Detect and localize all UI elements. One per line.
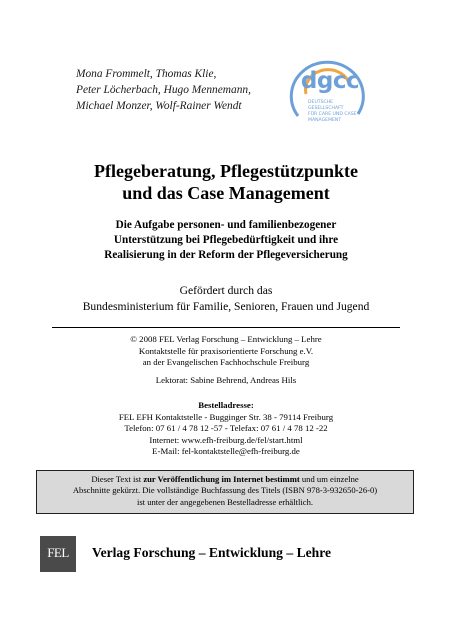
author-line: Peter Löcherbach, Hugo Mennemann, [76, 84, 251, 96]
fel-logo-text: FEL [47, 545, 69, 560]
publisher-line: © 2008 FEL Verlag Forschung – Entwicklung – Lehre [130, 334, 322, 344]
funding-note [0, 283, 452, 315]
logo-subtext [308, 100, 370, 124]
logo-subtext-line: FÜR CARE UND CASE [308, 112, 357, 117]
subtitle-line: Die Aufgabe personen- und familienbezogener [115, 219, 337, 231]
subtitle-line: Unterstützung bei Pflegebedürftigkeit und ihre [113, 234, 339, 246]
publisher-info [0, 334, 452, 369]
publisher-line: an der Evangelischen Fachhochschule Freiburg [142, 357, 310, 367]
funding-line: Gefördert durch das [179, 284, 273, 297]
email-link[interactable]: E-Mail: fel-kontaktstelle@efh-freiburg.de [152, 446, 300, 457]
notice-line: Abschnitte gekürzt. Die vollständige Buchfassung des Titels (ISBN 978-3-932650-26-0) [72, 485, 378, 496]
dgcc-logo [286, 56, 368, 130]
document-title [0, 160, 452, 204]
divider [52, 327, 400, 328]
author-line: Michael Monzer, Wolf-Rainer Wendt [76, 100, 242, 112]
funding-line: Bundesministerium für Familie, Senioren, Frauen und Jugend [82, 300, 370, 313]
notice-text: und um einzelne [299, 474, 359, 484]
order-line: Telefon: 07 61 / 4 78 12 -57 - Telefax: 07 61 / 4 78 12 -22 [124, 423, 328, 434]
title-line: und das Case Management [122, 183, 330, 203]
document-subtitle [0, 218, 452, 263]
logo-text: dgcc [300, 68, 360, 94]
author-line: Mona Frommelt, Thomas Klie, [76, 68, 217, 80]
website-link[interactable]: Internet: www.efh-freiburg.de/fel/start.html [149, 434, 303, 445]
order-line: FEL EFH Kontaktstelle - Bugginger Str. 38 - 79114 Freiburg [118, 411, 334, 422]
logo-subtext-line: MANAGEMENT [308, 118, 342, 123]
order-address [0, 400, 452, 458]
order-heading: Bestelladresse: [198, 400, 254, 410]
fel-logo [40, 536, 76, 572]
internet-notice-box [36, 470, 414, 514]
notice-text: Dieser Text ist [91, 474, 144, 484]
publisher-line: Kontaktstelle für praxisorientierte Forschung e.V. [138, 345, 314, 356]
subtitle-line: Realisierung in der Reform der Pflegeversicherung [104, 249, 348, 261]
publisher-name: Verlag Forschung – Entwicklung – Lehre [92, 545, 332, 560]
lector-line: Lektorat: Sabine Behrend, Andreas Hils [155, 375, 297, 385]
notice-emphasis: zur Veröffentlichung im Internet bestimmt [143, 474, 300, 484]
notice-line [37, 474, 413, 485]
notice-line: ist unter der angegebenen Bestelladresse erhältlich. [136, 496, 314, 507]
author-list [76, 66, 286, 114]
logo-subtext-line: DEUTSCHE GESELLSCHAFT [308, 100, 344, 111]
title-line: Pflegeberatung, Pflegestützpunkte [94, 161, 358, 181]
